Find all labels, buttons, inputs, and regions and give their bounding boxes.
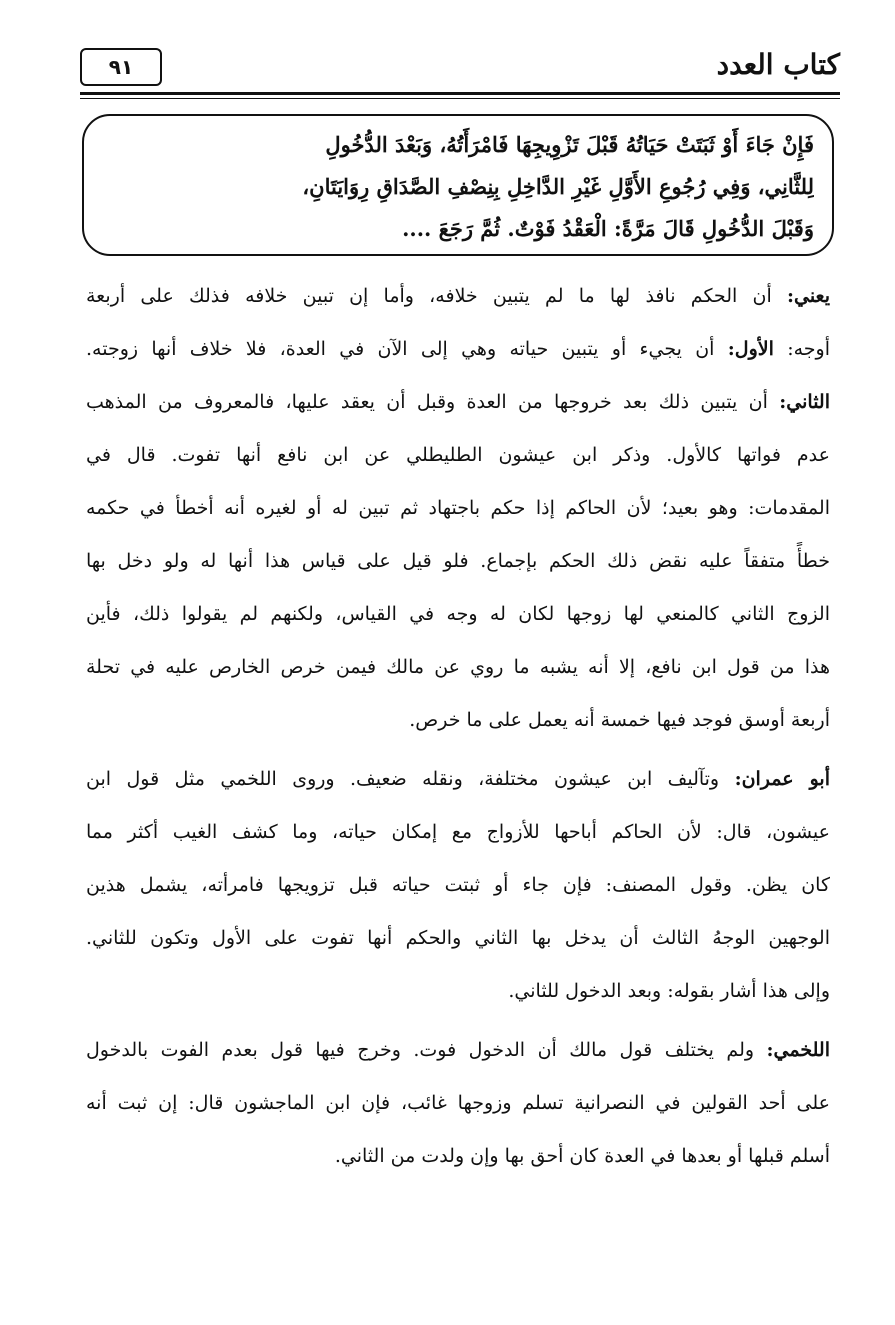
line-text: أن يتبين ذلك بعد خروجها من العدة وقبل أن يعقد عليها، فالمعروف من المذهب — [86, 391, 768, 413]
text-line: الزوج الثاني كالمنعي لها زوجها لكان له وجه في القياس، ولكنهم لم يقولوا ذلك، فأين — [86, 603, 830, 625]
keyword: الأول: — [727, 338, 774, 360]
line-text: وتآليف ابن عيشون مختلفة، ونقله ضعيف. وروى اللخمي مثل قول ابن — [86, 768, 720, 790]
text-line: وإلى هذا أشار بقوله: وبعد الدخول للثاني. — [508, 980, 830, 1002]
paragraph-3 — [86, 1024, 830, 1183]
text-line — [86, 753, 830, 806]
line-text: ولم يختلف قول مالك أن الدخول فوت. وخرج فيها قول بعدم الفوت بالدخول — [86, 1039, 755, 1061]
commentary-body — [86, 270, 830, 1183]
keyword: أبو عمران: — [734, 768, 830, 790]
keyword: الثاني: — [779, 391, 830, 413]
text-line: أربعة أوسق فوجد فيها خمسة أنه يعمل على ما خرص. — [409, 709, 830, 731]
matn-line: فَإِنْ جَاءَ أَوْ ثَبَتَتْ حَيَاتُهُ قَبْلَ تَزْوِيجِهَا فَامْرَأَتُهُ، وَبَعْدَ الدُّخُولِ — [325, 132, 814, 157]
text-line: هذا من قول ابن نافع، إلا أنه يشبه ما روي عن مالك فيمن خرص الخارص عليه في تحلة — [86, 656, 830, 678]
paragraph-2 — [86, 753, 830, 1018]
text-line: أسلم قبلها أو بعدها في العدة كان أحق بها وإن ولدت من الثاني. — [334, 1145, 830, 1167]
line-text: أن يجيء أو يتبين حياته وهي إلى الآن في العدة، فلا خلاف أنها زوجته. — [86, 338, 715, 360]
text-line — [86, 376, 830, 429]
text-line: الوجهين الوجهُ الثالث أن يدخل بها الثاني والحكم أنها تفوت على الأول وتكون للثاني. — [86, 927, 830, 949]
text-line — [86, 1024, 830, 1077]
page-number: ٩١ — [80, 48, 162, 86]
text-line: عيشون، قال: لأن الحاكم أباحها للأزواج مع إمكان حياته، وما كشف الغيب أكثر مما — [86, 821, 830, 843]
text-line: خطأً متفقاً عليه نقض ذلك الحكم بإجماع. فلو قيل على قياس هذا أنها له ولو دخل بها — [86, 550, 830, 572]
page-header — [80, 46, 840, 98]
paragraph-1 — [86, 270, 830, 747]
text-line: المقدمات: وهو بعيد؛ لأن الحاكم إذا حكم باجتهاد ثم تبين له أو لغيره أنه أخطأ في حكمه — [86, 497, 830, 519]
header-rule-thin — [80, 98, 840, 99]
line-text: أن الحكم نافذ لها ما لم يتبين خلافه، وأما إن تبين خلافه فذلك على أربعة — [86, 285, 772, 307]
matn-text-box — [82, 114, 834, 256]
text-line: كان يظن. وقول المصنف: فإن جاء أو ثبتت حياته قبل تزويجها فامرأته، يشمل هذين — [86, 874, 830, 896]
text-line: على أحد القولين في النصرانية تسلم وزوجها غائب، فإن ابن الماجشون قال: إن ثبت أنه — [86, 1092, 830, 1114]
text-line — [86, 270, 830, 323]
text-line — [86, 323, 830, 376]
matn-line: وَقَبْلَ الدُّخُولِ قَالَ مَرَّةً: الْعَقْدُ فَوْتٌ. ثُمَّ رَجَعَ .... — [402, 216, 814, 241]
text-line: عدم فواتها كالأول. وذكر ابن عيشون الطليطلي عن ابن نافع أنها تفوت. قال في — [86, 444, 830, 466]
running-title: كتاب العدد — [716, 48, 840, 81]
header-rule-thick — [80, 92, 840, 95]
matn-line: لِلثَّانِي، وَفِي رُجُوعِ الأَوَّلِ غَيْرِ الدَّاخِلِ بِنِصْفِ الصَّدَاقِ رِوَايَتَانِ، — [302, 174, 814, 199]
keyword: اللخمي: — [766, 1039, 830, 1061]
keyword: يعني: — [786, 285, 830, 307]
line-text: أوجه: — [787, 338, 830, 360]
